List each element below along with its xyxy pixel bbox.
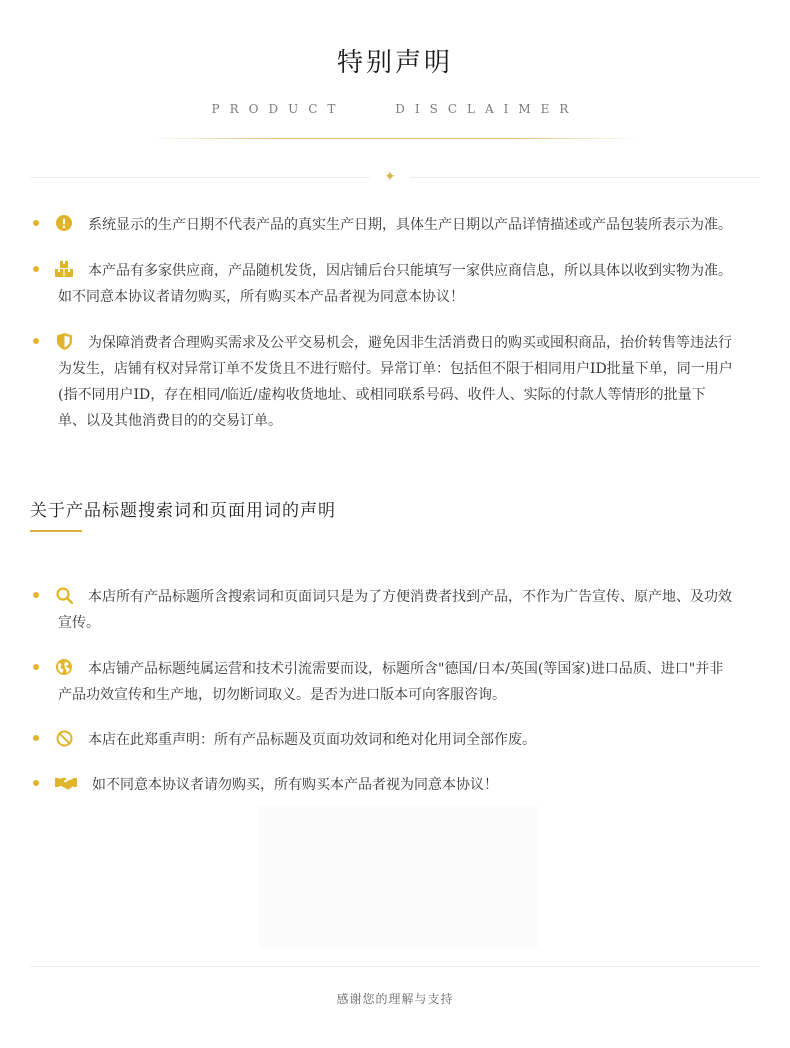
bullet-dot [33, 338, 39, 344]
bullet-dot [33, 592, 39, 598]
disclaimer-text: 本店在此郑重声明：所有产品标题及页面功效词和绝对化用词全部作废。 [88, 732, 536, 748]
disclaimer-text-line: 产品功效宣传和生产地，切勿断词取义。是否为进口版本可向客服咨询。 [58, 687, 506, 703]
title-item-search-words [30, 584, 760, 636]
exclamation-circle-icon [55, 214, 73, 232]
disclaimer-item-production-date [30, 212, 760, 238]
sparkle-icon: ✦ [384, 169, 396, 185]
handshake-icon [55, 774, 77, 792]
prohibited-icon [55, 729, 73, 747]
title-item-import-words [30, 656, 760, 708]
page-title: 特别声明 [336, 48, 453, 78]
faded-image-area [258, 806, 538, 948]
disclaimer-text-line: 单、以及其他消费目的的交易订单。 [58, 413, 282, 429]
disclaimer-text-line: 本产品有多家供应商，产品随机发货，因店铺后台只能填写一家供应商信息，所以具体以收到实物为准。 [88, 263, 732, 279]
title-item-void-statement [30, 727, 760, 753]
disclaimer-text-line: 为发生，店铺有权对异常订单不发货且不进行赔付。异常订单：包括但不限于相同用户ID批量下单，同一用户 [58, 361, 733, 377]
page-subtitle [0, 102, 790, 116]
disclaimer-text: 如不同意本协议者请勿购买，所有购买本产品者视为同意本协议！ [92, 777, 498, 793]
title-gold-line [150, 138, 640, 139]
disclaimer-text: 系统显示的生产日期不代表产品的真实生产日期，具体生产日期以产品详情描述或产品包装所表示为准。 [88, 217, 732, 233]
disclaimer-text-line: 为保障消费者合理购买需求及公平交易机会，避免因非生活消费日的购买或囤积商品，抬价转售等违法行 [88, 335, 732, 351]
globe-icon [55, 658, 73, 676]
search-icon [55, 586, 73, 604]
boxes-icon [55, 260, 73, 278]
bullet-dot [33, 266, 39, 272]
disclaimer-text-line: 宣传。 [58, 615, 100, 631]
divider-right [410, 177, 760, 178]
disclaimer-text-line: 如不同意本协议者请勿购买，所有购买本产品者视为同意本协议！ [58, 289, 464, 305]
bullet-dot [33, 664, 39, 670]
disclaimer-text-line: 本店所有产品标题所含搜索词和页面词只是为了方便消费者找到产品，不作为广告宣传、原产地、及功效 [88, 589, 732, 605]
disclaimer-text-line: 本店铺产品标题纯属运营和技术引流需要而设，标题所含"德国/日本/英国(等国家)进口品质、进口"并非 [88, 661, 724, 677]
disclaimer-text-line: (指不同用户ID，存在相同/临近/虚构收货地址、或相同联系号码、收件人、实际的付款人等情形的批量下 [58, 387, 706, 403]
title-item-agreement [30, 772, 760, 798]
section-title: 关于产品标题搜索词和页面用词的声明 [30, 501, 336, 521]
section-underline [30, 530, 82, 532]
bullet-dot [33, 220, 39, 226]
subtitle-word-product: PRODUCT [211, 102, 346, 116]
shield-icon [55, 332, 73, 350]
footer-thanks: 感谢您的理解与支持 [336, 992, 454, 1006]
disclaimer-item-suppliers [30, 258, 760, 310]
disclaimer-item-abnormal-orders [30, 330, 760, 434]
divider-left [30, 177, 370, 178]
bullet-dot [33, 780, 39, 786]
subtitle-word-disclaimer: DISCLAIMER [395, 102, 579, 116]
footer-divider [30, 966, 760, 967]
bullet-dot [33, 735, 39, 741]
